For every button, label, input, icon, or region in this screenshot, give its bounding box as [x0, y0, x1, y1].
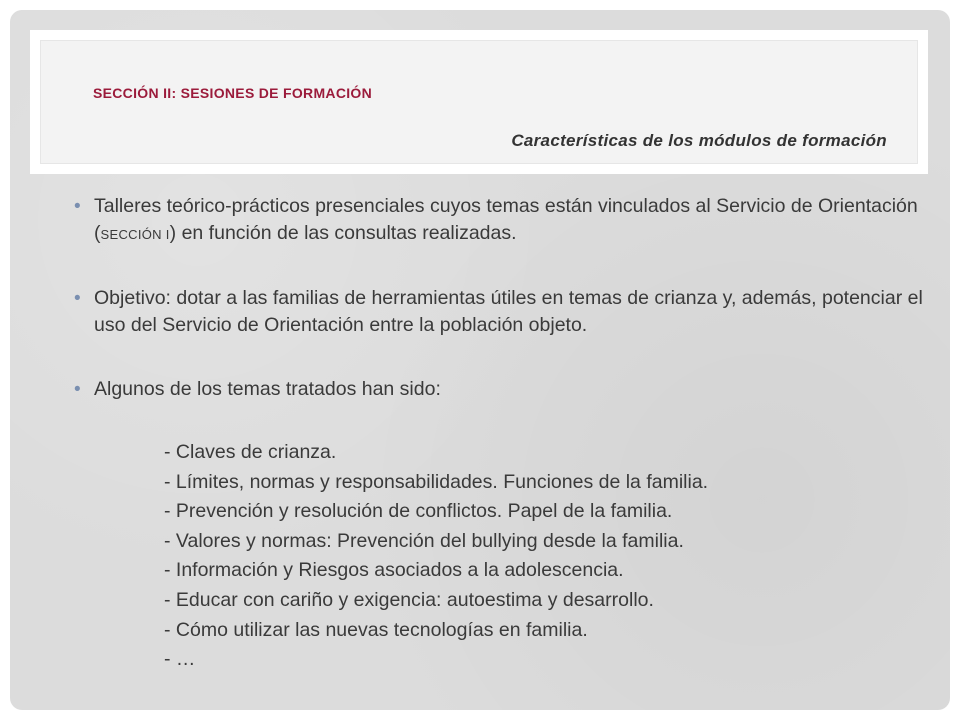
bullet-item-objetivo	[74, 285, 934, 339]
topic-item: - …	[164, 648, 196, 671]
topic-item: - Cómo utilizar las nuevas tecnologías en familia.	[164, 618, 588, 641]
slide-subtitle: Características de los módulos de formación	[511, 131, 887, 150]
header-box	[30, 30, 928, 174]
topic-item: - Educar con cariño y exigencia: autoestima y desarrollo.	[164, 588, 654, 611]
bullet-text: Objetivo: dotar a las familias de herramientas útiles en temas de crianza y, además, potenciar el uso del Servicio de Orientación entre la población objeto.	[94, 287, 923, 336]
bullet-list	[74, 193, 934, 440]
bullet-dot-icon: •	[74, 196, 81, 217]
bullet-item-temas	[74, 376, 934, 403]
section-title: SECCIÓN II: SESIONES DE FORMACIÓN	[93, 85, 373, 101]
bullet-dot-icon: •	[74, 288, 81, 309]
topic-item: - Valores y normas: Prevención del bullying desde la familia.	[164, 529, 684, 552]
bullet-text: Algunos de los temas tratados han sido:	[94, 378, 441, 400]
slide	[10, 10, 950, 710]
bullet-dot-icon: •	[74, 379, 81, 400]
topic-item: - Claves de crianza.	[164, 441, 337, 463]
topic-list	[164, 438, 708, 675]
topic-item: - Prevención y resolución de conflictos. Papel de la familia.	[164, 500, 673, 523]
bullet-text-before: Talleres teórico-prácticos presenciales cuyos temas están vinculados al Servicio de Orientación (	[94, 195, 918, 244]
topic-item: - Información y Riesgos asociados a la adolescencia.	[164, 559, 624, 582]
bullet-text-after: ) en función de las consultas realizadas.	[169, 222, 517, 244]
header-inner-panel	[40, 40, 918, 164]
section-reference: SECCIÓN I	[100, 227, 170, 242]
bullet-item-talleres	[74, 193, 934, 248]
topic-item: - Límites, normas y responsabilidades. Funciones de la familia.	[164, 470, 709, 493]
